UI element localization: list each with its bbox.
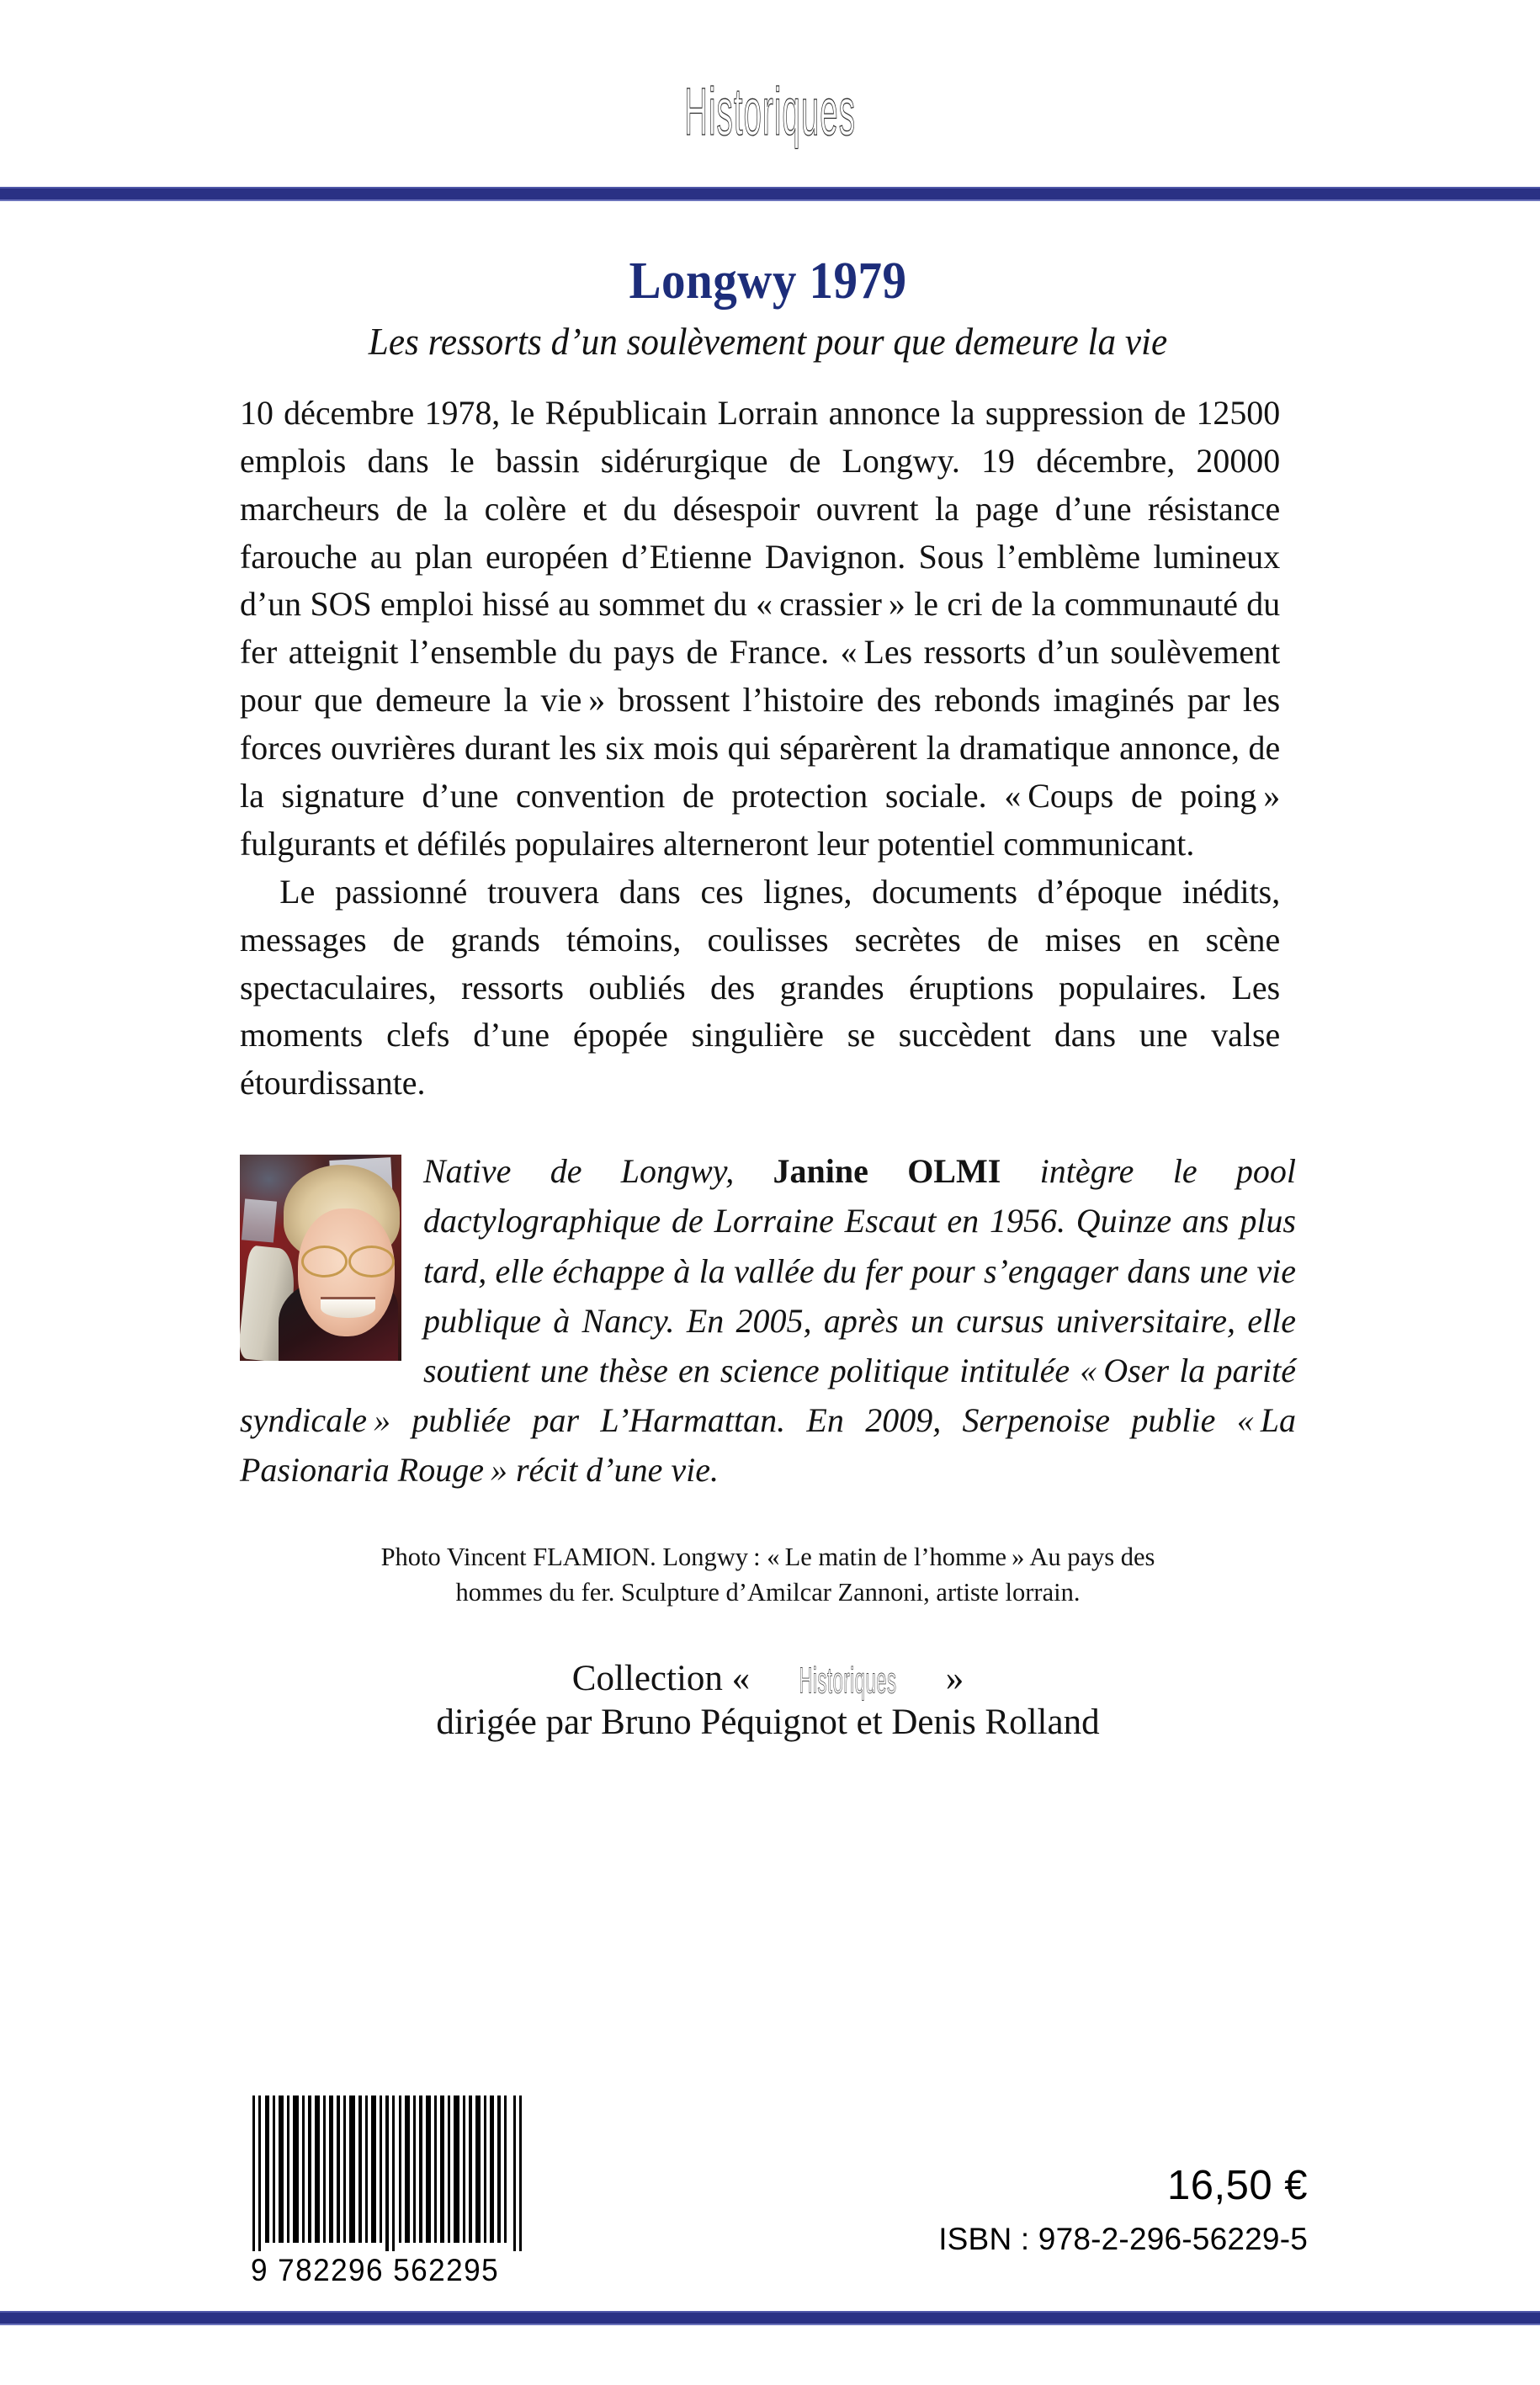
price-amount: 16,50 €: [1167, 2163, 1308, 2208]
top-blue-rule: [0, 187, 1540, 201]
barcode-digits: 9 782296 562295: [251, 2253, 500, 2287]
collection-banner-label: Historiques: [684, 73, 856, 150]
collection-footer: [240, 1657, 1296, 1745]
author-bio-intro: Native de Longwy,: [423, 1152, 773, 1191]
collection-footer-prefix: Collection «: [571, 1658, 759, 1698]
bottom-blue-rule: [0, 2311, 1540, 2325]
author-bio-rest: intègre le pool dactylographique de Lorraine Escaut en 1956. Quinze ans plus tard, elle échappe à la vallée du fer pour s’engager dans une vie publique à Nancy. En 2005, après un cursus universitaire, elle soutient une thèse en science politique intitulée « Oser la parité syndicale » publiée par L’Harmattan. En 2009, Serpenoise publie « La Pasionaria Rouge » récit d’une vie.: [240, 1152, 1296, 1490]
collection-directors: dirigée par Bruno Péquignot et Denis Rolland: [436, 1702, 1100, 1743]
portrait-smile: [321, 1297, 375, 1318]
author-block: [240, 1146, 1296, 1495]
barcode-block: [251, 2096, 537, 2288]
portrait-background-paper-2: [242, 1199, 278, 1243]
blurb-paragraph-2: Le passionné trouvera dans ces lignes, documents d’époque inédits, messages de grands témoins, coulisses secrètes de mises en scène spectaculaires, ressorts oubliés des grandes éruptions populaires. Les moments clefs d’une épopée singulière se succèdent dans une valse étourdissante.: [240, 872, 1281, 1102]
blurb-paragraph-1: 10 décembre 1978, le Républicain Lorrain annonce la suppression de 12500 emplois dans le bassin sidérurgique de Longwy. 19 décembre, 20000 marcheurs de la colère et du désespoir ouvrent la page d’une résistance farouche au plan européen d’Etienne Davignon. Sous l’emblème lumineux d’un SOS emploi hissé au sommet du « crassier » le cri de la communauté du fer atteignit l’ensemble du pays de France. « Les ressorts d’un soulèvement pour que demeure la vie » brossent l’histoire des rebonds imaginés par les forces ouvrières durant les six mois qui séparèrent la dramatique annonce, de la signature d’une convention de protection sociale. « Coups de poing » fulgurants et défilés populaires alterneront leur potentiel communicant.: [240, 393, 1281, 863]
book-subtitle: Les ressorts d’un soulèvement pour que demeure la vie: [368, 321, 1168, 364]
author-portrait-photo: [240, 1155, 401, 1361]
barcode-image: [251, 2096, 528, 2251]
collection-footer-name: Historiques: [799, 1660, 897, 1701]
price-block: [938, 2163, 1308, 2260]
back-cover-content: [240, 236, 1296, 1745]
photo-credit: [240, 1539, 1296, 1610]
page-title: Longwy 1979: [629, 252, 907, 310]
author-name: Janine OLMI: [773, 1152, 1001, 1191]
isbn-number: ISBN : 978-2-296-56229-5: [938, 2221, 1308, 2256]
glasses-icon: [301, 1246, 395, 1272]
photo-credit-line-2: hommes du fer. Sculpture d’Amilcar Zannoni, artiste lorrain.: [455, 1577, 1081, 1607]
collection-footer-suffix: »: [936, 1658, 964, 1698]
photo-credit-line-1: Photo Vincent FLAMION. Longwy : « Le matin de l’homme » Au pays des: [380, 1542, 1155, 1571]
collection-footer-line-1: [240, 1657, 1296, 1702]
collection-banner: [0, 73, 1540, 150]
